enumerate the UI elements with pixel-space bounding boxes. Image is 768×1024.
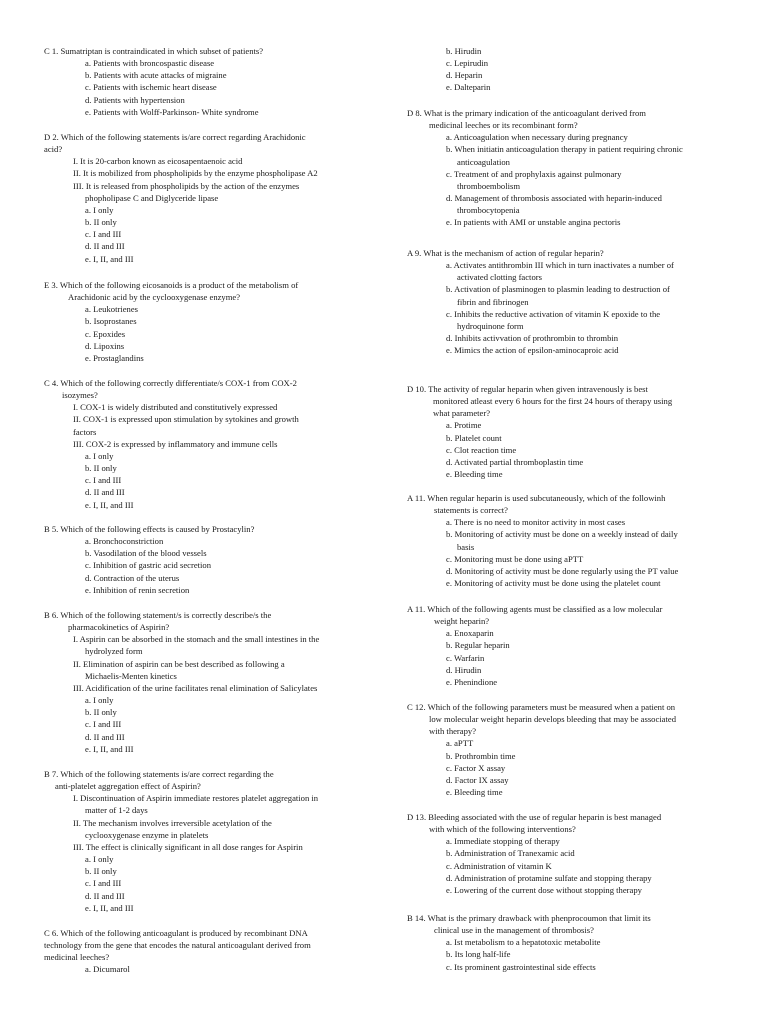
answer-option: c. I and III — [85, 719, 122, 730]
question-stem: D 10. The activity of regular heparin when given intravenously is best — [407, 384, 648, 394]
answer-option: a. Immediate stopping of therapy — [446, 836, 560, 847]
answer-option: c. Treatment of and prophylaxis against pulmonary — [446, 168, 622, 179]
text-line: anti-platelet aggregation effect of Aspirin? — [55, 781, 201, 792]
answer-option: b. Hirudin — [446, 46, 482, 56]
text-line: cyclooxygenase enzyme in platelets — [85, 829, 209, 840]
question-stem: B 6. Which of the following statement/s is correctly describe/s the — [44, 610, 272, 620]
answer-option: a. I only — [85, 854, 114, 865]
answer-option: d. II and III — [85, 890, 125, 901]
text-line: medicinal leeches? — [44, 952, 110, 963]
text-line: fibrin and fibrinogen — [457, 296, 529, 307]
answer-option: e. I, II, and III — [85, 253, 134, 264]
question-stem: D 8. What is the primary indication of the anticoagulant derived from — [407, 108, 646, 118]
answer-option: c. I and III — [85, 878, 122, 889]
answer-option: b. Administration of Tranexamic acid — [446, 848, 575, 859]
answer-option: a. Protime — [446, 420, 482, 431]
answer-option: b. When initiatin anticoagulation therapy in patient requiring chronic — [446, 144, 683, 155]
answer-option: c. I and III — [85, 229, 122, 240]
text-line: thrombocytopenia — [457, 205, 520, 216]
answer-option: b. II only — [85, 866, 117, 877]
text-line: with which of the following interventions? — [429, 824, 576, 835]
text-line: hydrolyzed form — [85, 646, 143, 657]
text-line: Michaelis-Menten kinetics — [85, 670, 177, 681]
answer-option: c. I and III — [85, 475, 122, 486]
answer-option: d. Heparin — [446, 70, 483, 81]
question-stem: C 6. Which of the following anticoagulant is produced by recombinant DNA — [44, 928, 308, 938]
answer-option: e. Monitoring of activity must be done using the platelet count — [446, 578, 661, 589]
answer-option: d. Activated partial thromboplastin time — [446, 456, 584, 467]
statement-item: I. COX-1 is widely distributed and constitutively expressed — [73, 402, 278, 413]
text-line: weight heparin? — [434, 616, 490, 627]
answer-option: b. Platelet count — [446, 432, 502, 443]
answer-option: b. II only — [85, 463, 117, 474]
statement-item: III. Acidification of the urine facilitates renal elimination of Salicylates — [73, 682, 318, 693]
answer-option: e. Bleeding time — [446, 787, 503, 798]
question-stem: D 2. Which of the following statements is/are correct regarding Arachidonic — [44, 132, 306, 142]
answer-option: a. Dicumarol — [85, 964, 130, 975]
answer-option: e. In patients with AMI or unstable angina pectoris — [446, 217, 621, 228]
answer-option: c. Epoxides — [85, 328, 126, 339]
answer-option: a. Enoxaparin — [446, 628, 494, 639]
statement-item: III. The effect is clinically significant in all dose ranges for Aspirin — [73, 841, 303, 852]
answer-option: a. I only — [85, 204, 114, 215]
text-line: clinical use in the management of thrombosis? — [434, 925, 594, 936]
answer-option: a. Ist metabolism to a hepatotoxic metabolite — [446, 937, 601, 948]
answer-option: d. II and III — [85, 241, 125, 252]
text-line: matter of 1-2 days — [85, 805, 148, 816]
text-line: phopholipase C and Diglyceride lipase — [85, 192, 219, 203]
statement-item: II. The mechanism involves irreversible acetylation of the — [73, 817, 272, 828]
statement-item: II. It is mobilized from phospholipids by the enzyme phospholipase A2 — [73, 168, 318, 179]
answer-option: c. Monitoring must be done using aPTT — [446, 553, 584, 564]
answer-option: d. Management of thrombosis associated with heparin-induced — [446, 193, 662, 204]
answer-option: b. Regular heparin — [446, 640, 510, 651]
text-line: hydroquinone form — [457, 320, 524, 331]
answer-option: a. Anticoagulation when necessary during pregnancy — [446, 132, 628, 143]
answer-option: c. Its prominent gastrointestinal side effects — [446, 961, 596, 972]
statement-item: I. It is 20-carbon known as eicosapentaenoic acid — [73, 156, 243, 167]
answer-option: a. I only — [85, 695, 114, 706]
answer-option: c. Inhibition of gastric acid secretion — [85, 560, 211, 571]
answer-option: c. Patients with ischemic heart disease — [85, 82, 217, 93]
answer-option: b. Prothrombin time — [446, 750, 516, 761]
question-stem: C 1. Sumatriptan is contraindicated in which subset of patients? — [44, 46, 264, 56]
answer-option: a. There is no need to monitor activity in most cases — [446, 517, 626, 528]
answer-option: e. I, II, and III — [85, 499, 134, 510]
answer-option: c. Inhibits the reductive activation of vitamin K epoxide to the — [446, 308, 661, 319]
answer-option: e. I, II, and III — [85, 902, 134, 913]
answer-option: c. Warfarin — [446, 652, 485, 663]
text-line: technology from the gene that encodes the natural anticoagulant derived from — [44, 940, 311, 951]
answer-option: e. Dalteparin — [446, 82, 491, 93]
answer-option: b. Vasodilation of the blood vessels — [85, 548, 207, 559]
text-line: medicinal leeches or its recombinant form? — [429, 120, 578, 131]
answer-option: c. Administration of vitamin K — [446, 860, 552, 871]
answer-option: c. Factor X assay — [446, 762, 506, 773]
text-line: factors — [73, 426, 97, 437]
question-stem: A 9. What is the mechanism of action of regular heparin? — [407, 248, 604, 258]
answer-option: d. Inhibits activvation of prothrombin to thrombin — [446, 333, 619, 344]
answer-option: b. Isoprostanes — [85, 316, 137, 327]
question-stem: B 7. Which of the following statements is/are correct regarding the — [44, 769, 274, 779]
answer-option: e. Prostaglandins — [85, 352, 144, 363]
text-line: with therapy? — [429, 726, 477, 737]
text-line: basis — [457, 541, 475, 552]
text-line: statements is correct? — [434, 505, 508, 516]
question-stem: B 5. Which of the following effects is caused by Prostacylin? — [44, 524, 255, 534]
answer-option: e. Inhibition of renin secretion — [85, 584, 190, 595]
answer-option: e. Phenindione — [446, 676, 498, 687]
answer-option: e. Bleeding time — [446, 469, 503, 480]
answer-option: a. Patients with broncospastic disease — [85, 58, 215, 69]
answer-option: d. Lipoxins — [85, 340, 125, 351]
statement-item: III. It is released from phospholipids by the action of the enzymes — [73, 180, 300, 191]
text-line: Arachidonic acid by the cyclooxygenase enzyme? — [68, 292, 241, 303]
answer-option: b. II only — [85, 217, 117, 228]
answer-option: d. Factor IX assay — [446, 774, 509, 785]
answer-option: e. Patients with Wolff-Parkinson- White syndrome — [85, 106, 259, 117]
answer-option: b. Monitoring of activity must be done on a weekly instead of daily — [446, 529, 678, 540]
statement-item: II. COX-1 is expressed upon stimulation by sytokines and growth — [73, 414, 299, 425]
question-stem: B 14. What is the primary drawback with phenprocoumon that limit its — [407, 913, 651, 923]
answer-option: d. Monitoring of activity must be done regularly using the PT value — [446, 565, 679, 576]
text-line: acid? — [44, 144, 63, 155]
text-line: thromboembolism — [457, 180, 521, 191]
statement-item: I. Aspirin can be absorbed in the stomach and the small intestines in the — [73, 634, 320, 645]
question-stem: A 11. When regular heparin is used subcutaneously, which of the followinh — [407, 493, 666, 503]
text-line: isozymes? — [62, 390, 98, 401]
answer-option: e. I, II, and III — [85, 743, 134, 754]
answer-option: a. Activates antithrombin III which in turn inactivates a number of — [446, 260, 674, 271]
statement-item: III. COX-2 is expressed by inflammatory and immune cells — [73, 438, 278, 449]
text-line: anticoagulation — [457, 156, 510, 167]
answer-option: d. II and III — [85, 487, 125, 498]
answer-option: d. Hirudin — [446, 664, 482, 675]
question-stem: D 13. Bleeding associated with the use of regular heparin is best managed — [407, 812, 662, 822]
text-line: pharmacokinetics of Aspirin? — [68, 622, 170, 633]
text-line: what parameter? — [433, 408, 491, 419]
answer-option: d. Administration of protamine sulfate and stopping therapy — [446, 872, 652, 883]
answer-option: a. I only — [85, 450, 114, 461]
answer-option: a. Bronchoconstriction — [85, 536, 164, 547]
answer-option: a. aPTT — [446, 738, 474, 749]
question-stem: C 4. Which of the following correctly differentiate/s COX-1 from COX-2 — [44, 378, 297, 388]
answer-option: b. II only — [85, 707, 117, 718]
answer-option: d. Contraction of the uterus — [85, 572, 180, 583]
question-stem: C 12. Which of the following parameters must be measured when a patient on — [407, 702, 676, 712]
question-stem: E 3. Which of the following eicosanoids is a product of the metabolism of — [44, 280, 299, 290]
answer-option: d. Patients with hypertension — [85, 94, 185, 105]
answer-option: b. Its long half-life — [446, 949, 511, 960]
answer-option: e. Mimics the action of epsilon-aminocaproic acid — [446, 345, 619, 356]
text-line: activated clotting factors — [457, 272, 542, 283]
answer-option: d. II and III — [85, 731, 125, 742]
answer-option: c. Lepirudin — [446, 58, 488, 69]
answer-option: e. Lowering of the current dose without stopping therapy — [446, 884, 642, 895]
answer-option: b. Patients with acute attacks of migraine — [85, 70, 227, 81]
answer-option: b. Activation of plasminogen to plasmin leading to destruction of — [446, 284, 670, 295]
statement-item: II. Elimination of aspirin can be best described as following a — [73, 658, 285, 669]
text-line: low molecular weight heparin develops bleeding that may be associated — [429, 714, 676, 725]
statement-item: I. Discontinuation of Aspirin immediate restores platelet aggregation in — [73, 793, 319, 804]
text-line: monitored atleast every 6 hours for the first 24 hours of therapy using — [433, 396, 673, 407]
answer-option: a. Leukotrienes — [85, 304, 138, 315]
answer-option: c. Clot reaction time — [446, 444, 517, 455]
question-stem: A 11. Which of the following agents must be classified as a low molecular — [407, 604, 663, 614]
